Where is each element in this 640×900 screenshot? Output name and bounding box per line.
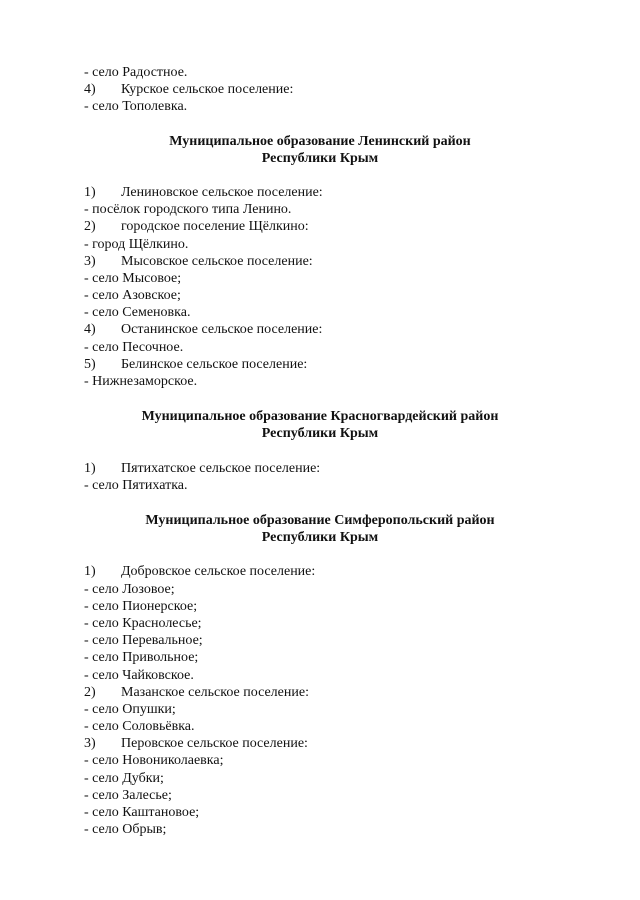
item-text: Мысовское сельское поселение: [121, 253, 313, 269]
list-item: - село Залесье; [84, 787, 172, 803]
list-item: - село Перевальное; [84, 633, 203, 649]
item-number: 1) [84, 460, 96, 476]
item-text: Курское сельское поселение: [121, 82, 294, 98]
item-text: Останинское сельское поселение: [121, 322, 323, 338]
item-number: 4) [84, 82, 96, 98]
list-item: - село Краснолесье; [84, 615, 202, 631]
numbered-item [84, 253, 584, 270]
numbered-item [84, 735, 584, 752]
section-heading: Муниципальное образование Симферопольский район [145, 513, 495, 528]
item-text: Мазанское сельское поселение: [121, 684, 309, 700]
list-item: - село Обрыв; [84, 822, 167, 838]
numbered-item [84, 356, 584, 373]
item-text: Пятихатское сельское поселение: [121, 460, 321, 476]
item-number: 3) [84, 253, 96, 269]
list-item: - село Мысовое; [84, 270, 182, 286]
document-body [84, 64, 584, 838]
section-heading-subtitle: Республики Крым [261, 426, 379, 442]
list-item: - село Азовское; [84, 288, 181, 304]
list-item: - село Семеновка. [84, 305, 191, 321]
list-item: - село Радостное. [84, 65, 188, 80]
list-item: - село Лозовое; [84, 581, 175, 597]
section-heading: Муниципальное образование Красногвардейский район [141, 409, 499, 425]
list-item: - село Пятихатка. [84, 477, 188, 493]
item-text: Добровское сельское поселение: [121, 564, 316, 580]
list-item: - село Новониколаевка; [84, 753, 224, 769]
list-item: - село Соловьёвка. [84, 719, 195, 735]
section-heading-subtitle: Республики Крым [261, 530, 379, 546]
numbered-item [84, 81, 584, 98]
list-item: - посёлок городского типа Ленино. [84, 202, 292, 218]
numbered-item [84, 460, 584, 477]
numbered-item [84, 218, 584, 235]
item-number: 3) [84, 736, 96, 752]
item-text: Перовское сельское поселение: [121, 736, 308, 752]
list-item: - село Каштановое; [84, 805, 200, 821]
list-item: - Нижнезаморское. [84, 374, 198, 390]
list-item: - город Щёлкино. [84, 236, 189, 252]
list-item: - село Песочное. [84, 339, 184, 355]
item-number: 2) [84, 684, 96, 700]
item-number: 2) [84, 219, 96, 235]
item-number: 5) [84, 356, 96, 372]
section-heading: Муниципальное образование Ленинский район [169, 133, 471, 149]
numbered-item [84, 684, 584, 701]
item-text: Лениновское сельское поселение: [121, 184, 323, 200]
item-text: Белинское сельское поселение: [121, 356, 308, 372]
list-item: - село Чайковское. [84, 667, 194, 683]
list-item: - село Опушки; [84, 701, 176, 717]
item-number: 1) [84, 564, 96, 580]
section-heading-subtitle: Республики Крым [261, 150, 379, 166]
numbered-item [84, 321, 584, 338]
list-item: - село Пионерское; [84, 598, 198, 614]
numbered-item [84, 184, 584, 201]
numbered-item [84, 563, 584, 580]
list-item: - село Привольное; [84, 650, 199, 666]
list-item: - село Тополевка. [84, 99, 188, 115]
item-text: городское поселение Щёлкино: [121, 219, 309, 235]
item-number: 1) [84, 184, 96, 200]
list-item: - село Дубки; [84, 770, 164, 786]
item-number: 4) [84, 322, 96, 338]
